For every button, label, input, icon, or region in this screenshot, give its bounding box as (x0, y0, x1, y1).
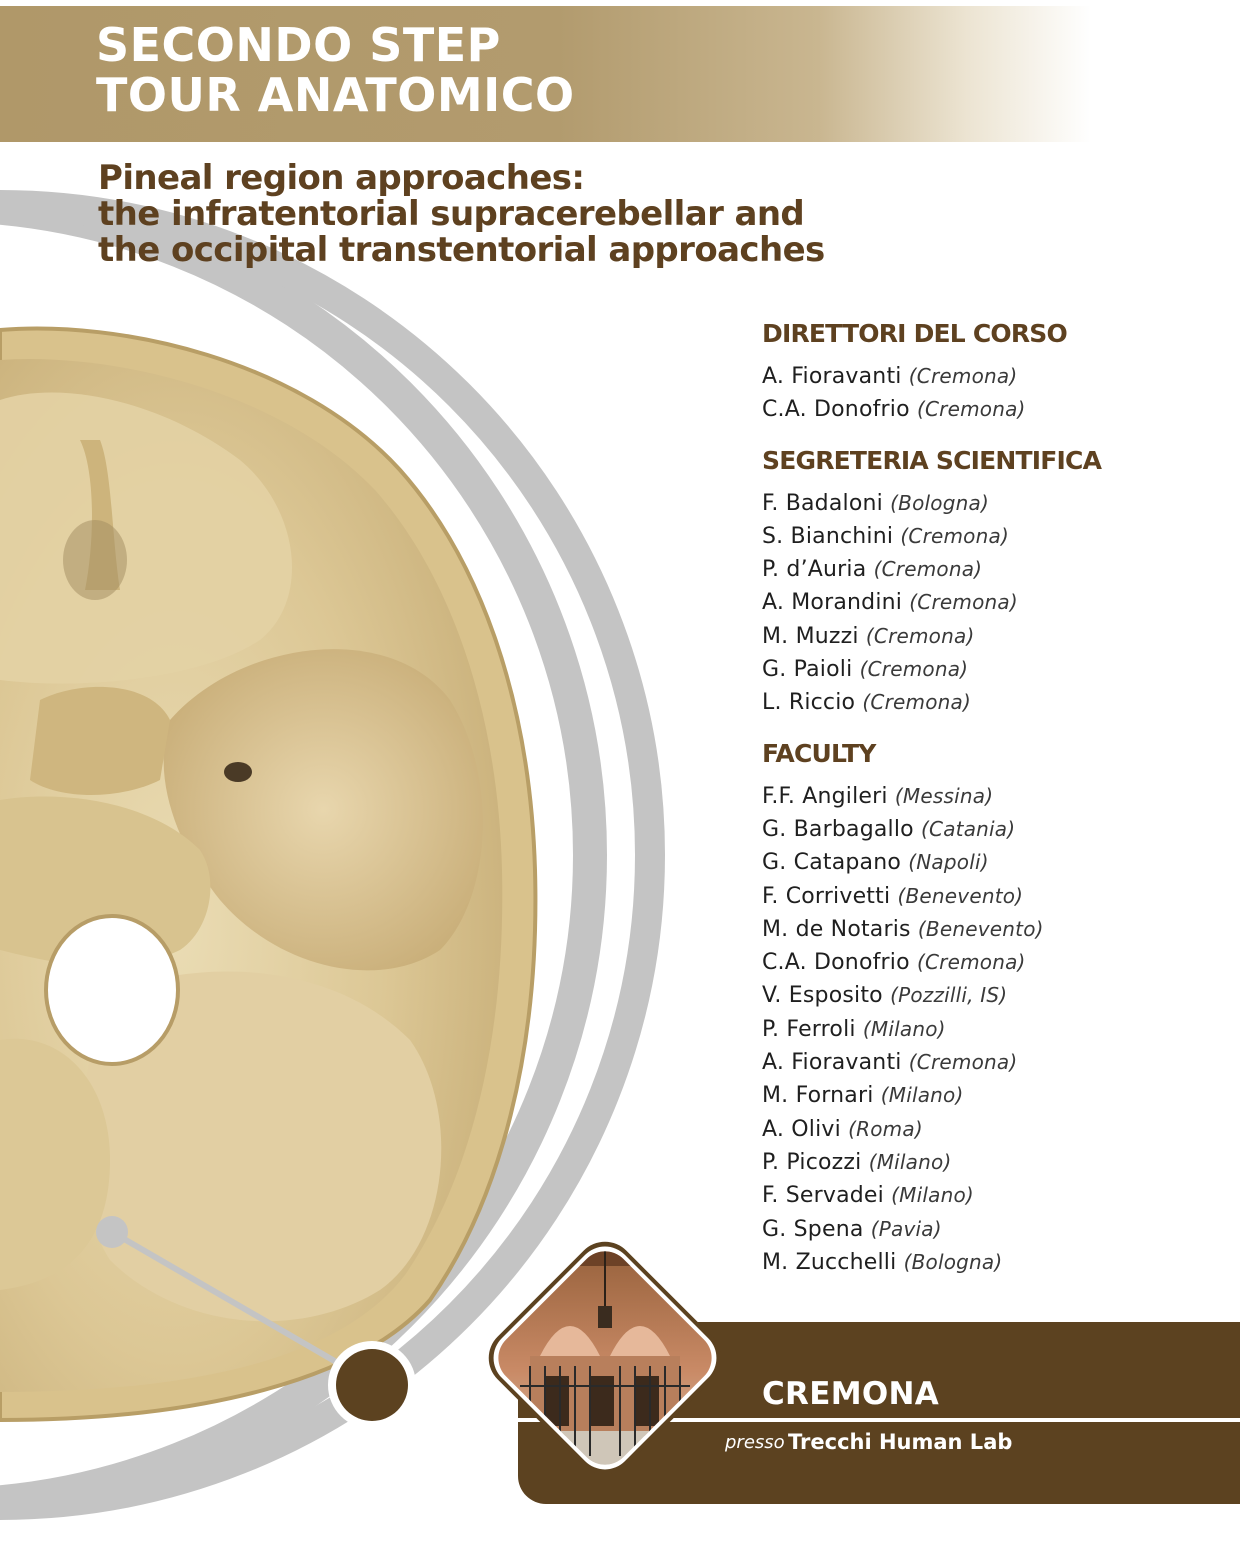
person-entry (762, 880, 1222, 913)
person-city: (Cremona) (862, 690, 971, 715)
person-name: M. Zucchelli (762, 1249, 897, 1275)
person-name: M. Fornari (762, 1083, 874, 1109)
venue-city: CREMONA (762, 1376, 940, 1412)
person-city: (Cremona) (909, 590, 1018, 615)
person-name: M. de Notaris (762, 916, 911, 942)
person-city: (Messina) (894, 783, 994, 808)
person-name: C.A. Donofrio (762, 950, 910, 976)
person-name: F. Servadei (762, 1183, 884, 1209)
subtitle-line-3: the occipital transtentorial approaches (98, 230, 825, 270)
person-name: P. d’Auria (762, 557, 867, 583)
person-entry (762, 686, 1222, 719)
person-city: (Milano) (868, 1149, 952, 1174)
person-city: (Napoli) (908, 850, 989, 875)
person-name: P. Picozzi (762, 1149, 862, 1175)
person-entry (762, 586, 1222, 619)
person-city: (Benevento) (917, 916, 1044, 941)
person-entry (762, 393, 1222, 426)
person-name: L. Riccio (762, 690, 856, 716)
title-line-2: TOUR ANATOMICO (96, 68, 575, 122)
person-city: (Cremona) (865, 623, 975, 648)
venue-photo (470, 1226, 740, 1490)
person-name: G. Paioli (762, 657, 853, 683)
person-name: F. Corrivetti (762, 883, 891, 909)
secretariat-section (762, 445, 1222, 720)
person-name: P. Ferroli (762, 1016, 856, 1042)
person-city: (Catania) (921, 816, 1016, 841)
person-city: (Milano) (862, 1016, 946, 1041)
subtitle-line-1: Pineal region approaches: (98, 158, 585, 198)
person-entry (762, 1079, 1222, 1112)
person-entry (762, 1246, 1222, 1279)
person-name: G. Catapano (762, 850, 902, 876)
person-name: M. Muzzi (762, 623, 859, 649)
venue-place: Trecchi Human Lab (788, 1430, 1013, 1454)
person-city: (Cremona) (859, 657, 969, 682)
person-entry (762, 1213, 1222, 1246)
person-city: (Cremona) (908, 364, 1018, 388)
person-city: (Milano) (880, 1083, 964, 1108)
person-entry (762, 913, 1222, 946)
person-entry (762, 946, 1222, 979)
person-entry (762, 1046, 1222, 1079)
person-entry (762, 979, 1222, 1012)
person-entry (762, 1013, 1222, 1046)
person-city: (Cremona) (900, 523, 1009, 548)
person-entry (762, 1146, 1222, 1179)
person-entry (762, 487, 1222, 520)
course-subtitle (98, 160, 898, 268)
person-entry (762, 653, 1222, 686)
person-name: A. Fioravanti (762, 1050, 902, 1076)
person-city: (Roma) (848, 1116, 923, 1141)
person-city: (Benevento) (897, 883, 1024, 908)
person-name: V. Esposito (762, 983, 883, 1009)
person-city: (Cremona) (916, 950, 1026, 975)
person-name: A. Olivi (762, 1116, 841, 1142)
title-line-1: SECONDO STEP (96, 18, 501, 72)
person-name: G. Barbagallo (762, 816, 914, 842)
person-city: (Cremona) (908, 1050, 1018, 1075)
person-city: (Bologna) (903, 1249, 1003, 1274)
person-city: (Pozzilli, IS) (890, 983, 1008, 1008)
person-entry (762, 553, 1222, 586)
person-entry (762, 1113, 1222, 1146)
faculty-heading: FACULTY (762, 738, 876, 768)
directors-section (762, 318, 1222, 427)
venue-presso: presso (725, 1432, 785, 1453)
subtitle-line-2: the infratentorial supracerebellar and (98, 194, 805, 234)
person-name: F. Badaloni (762, 490, 883, 516)
person-name: S. Bianchini (762, 523, 894, 549)
directors-heading: DIRETTORI DEL CORSO (762, 319, 1067, 348)
person-city: (Cremona) (916, 397, 1026, 422)
person-entry (762, 780, 1222, 813)
credits-panel (762, 318, 1222, 1297)
person-entry (762, 360, 1222, 393)
person-entry (762, 813, 1222, 846)
person-entry (762, 846, 1222, 879)
person-name: C.A. Donofrio (762, 397, 910, 423)
person-entry (762, 520, 1222, 553)
person-entry (762, 620, 1222, 653)
person-city: (Milano) (891, 1183, 974, 1208)
person-entry (762, 1179, 1222, 1212)
person-city: (Bologna) (890, 490, 989, 515)
faculty-section (762, 738, 1222, 1279)
person-name: G. Spena (762, 1216, 864, 1242)
person-name: F.F. Angileri (762, 783, 888, 809)
person-name: A. Morandini (762, 590, 903, 616)
person-name: A. Fioravanti (762, 364, 902, 389)
person-city: (Cremona) (873, 557, 983, 582)
person-city: (Pavia) (870, 1216, 942, 1241)
secretariat-heading: SEGRETERIA SCIENTIFICA (762, 445, 1102, 475)
